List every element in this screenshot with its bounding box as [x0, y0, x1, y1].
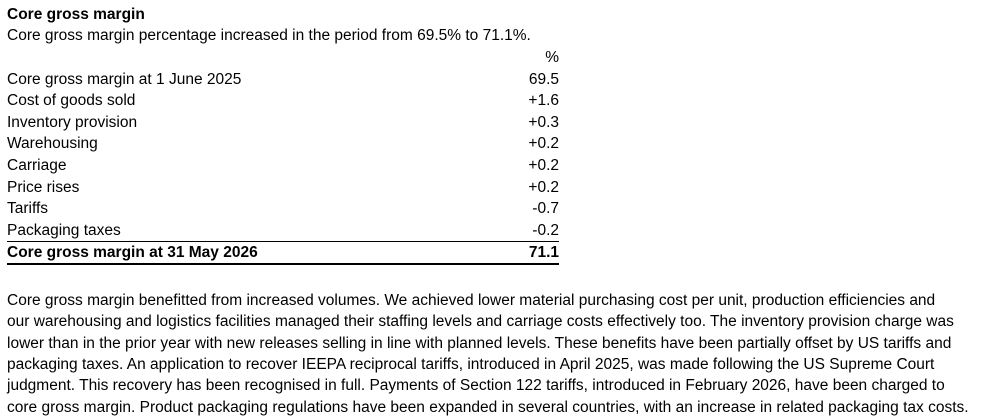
- row-value: -0.2: [532, 221, 559, 239]
- table-row: [7, 198, 559, 220]
- margin-bridge-table: [7, 47, 559, 265]
- row-label: Price rises: [7, 178, 80, 196]
- document: [7, 4, 997, 418]
- row-value: +0.2: [528, 178, 559, 196]
- paragraph-line: lower than in the prior year with new releases selling in line with planned levels. These benefits have been partially offset by US tariffs and: [7, 334, 952, 352]
- table-row: [7, 220, 559, 242]
- row-label: Warehousing: [7, 135, 98, 153]
- row-label: Carriage: [7, 156, 67, 174]
- table-row: [7, 69, 559, 91]
- table-row: [7, 177, 559, 199]
- unit-header-row: [7, 47, 559, 69]
- intro-text: Core gross margin percentage increased in the period from 69.5% to 71.1%.: [7, 27, 531, 44]
- row-value: +0.2: [528, 156, 559, 174]
- paragraph-line: our warehousing and logistics facilities managed their staffing levels and carriage costs effectively too. The inventory provision charge was: [7, 313, 954, 331]
- paragraph-line: packaging taxes. An application to recover IEEPA reciprocal tariffs, introduced in April 2025, was made following the US Supreme Court: [7, 355, 935, 373]
- row-value: 69.5: [528, 70, 559, 88]
- commentary-paragraph: [7, 290, 999, 418]
- table-row: [7, 90, 559, 112]
- section-heading: Core gross margin: [7, 6, 145, 23]
- row-value: +0.3: [528, 113, 559, 131]
- paragraph-line: core gross margin. Product packaging regulations have been expanded in several countries, with an increase in related packaging tax costs.: [7, 398, 969, 416]
- row-label: Core gross margin at 1 June 2025: [7, 70, 242, 88]
- row-label: Tariffs: [7, 200, 49, 218]
- row-value: +1.6: [528, 92, 559, 110]
- total-value: 71.1: [528, 243, 559, 261]
- table-row: [7, 133, 559, 155]
- row-value: +0.2: [528, 135, 559, 153]
- row-label: Cost of goods sold: [7, 92, 136, 110]
- row-value: -0.7: [532, 200, 559, 218]
- table-row: [7, 155, 559, 177]
- paragraph-line: Core gross margin benefitted from increased volumes. We achieved lower material purchasing cost per unit, production efficiencies and: [7, 291, 936, 309]
- table-row: [7, 112, 559, 134]
- total-row: [7, 242, 559, 265]
- paragraph-line: judgment. This recovery has been recognised in full. Payments of Section 122 tariffs, introduced in February 2026, have been charged to: [7, 377, 945, 395]
- row-label: Packaging taxes: [7, 221, 121, 239]
- unit-header: %: [545, 49, 559, 66]
- row-label: Inventory provision: [7, 113, 138, 131]
- total-label: Core gross margin at 31 May 2026: [7, 243, 258, 261]
